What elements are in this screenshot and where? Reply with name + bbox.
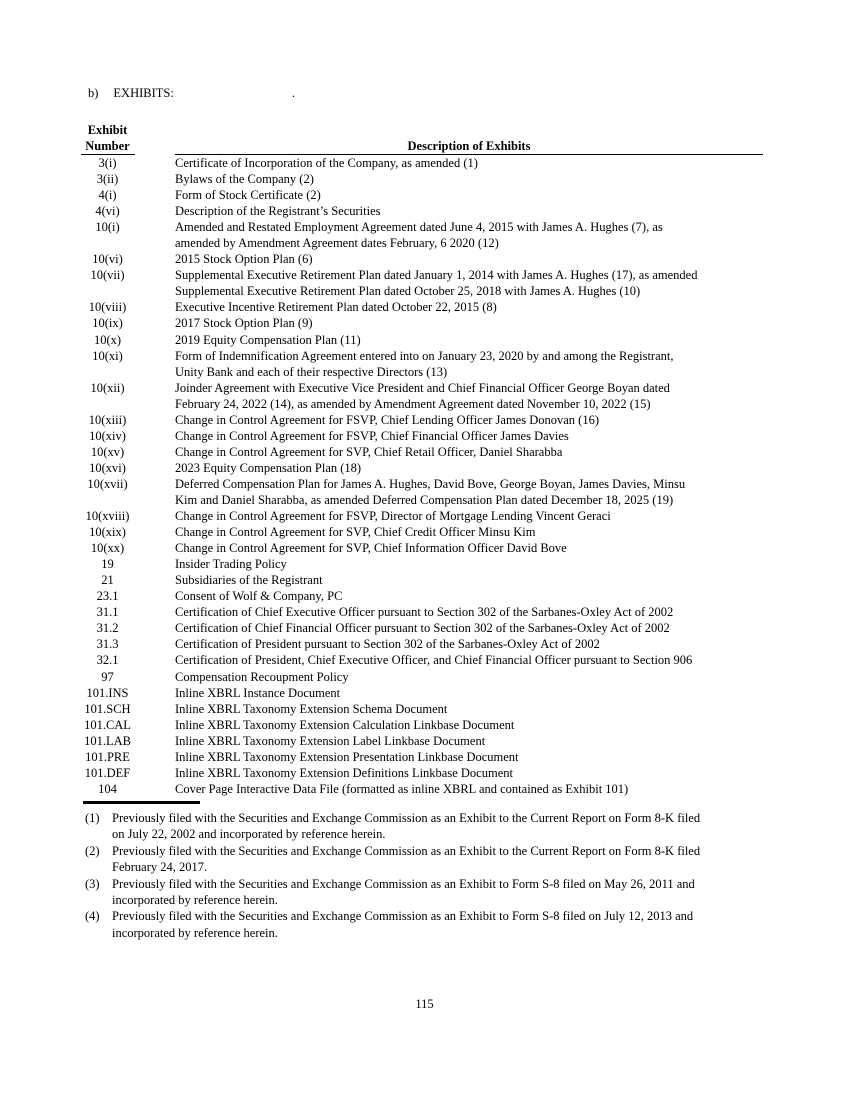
exhibit-description-line: Consent of Wolf & Company, PC <box>175 589 343 604</box>
exhibit-description-cell <box>175 332 763 348</box>
exhibit-number-cell: 32.1 <box>96 653 119 668</box>
table-row <box>60 348 763 380</box>
exhibit-number-cell: 101.SCH <box>84 701 131 716</box>
exhibit-description-line: Certification of Chief Financial Officer pursuant to Section 302 of the Sarbanes-Oxley Act of 2002 <box>175 621 670 636</box>
exhibit-description-line: Change in Control Agreement for FSVP, Chief Lending Officer James Donovan (16) <box>175 412 599 427</box>
exhibit-description-cell <box>175 155 763 171</box>
exhibit-description-line: Supplemental Executive Retirement Plan dated January 1, 2014 with James A. Hughes (17), as amended <box>175 268 698 283</box>
exhibit-number-cell: 101.PRE <box>85 749 130 764</box>
table-row <box>60 155 763 171</box>
table-row <box>60 315 763 331</box>
exhibit-description-line: 2017 Stock Option Plan (9) <box>175 316 313 331</box>
exhibit-description-cell <box>175 588 763 604</box>
exhibit-number-cell: 23.1 <box>96 589 119 604</box>
heading-title: EXHIBITS: <box>113 86 174 100</box>
exhibit-number-cell: 10(xv) <box>90 444 125 459</box>
footnote-marker: (2) <box>85 843 100 858</box>
footnote-text-line: incorporated by reference herein. <box>112 893 278 908</box>
exhibit-description-cell <box>175 460 763 476</box>
table-row <box>60 669 763 685</box>
footnote-text <box>112 876 777 909</box>
exhibit-description-cell <box>175 701 763 717</box>
footnote <box>85 908 777 941</box>
exhibit-description-line: Inline XBRL Instance Document <box>175 685 341 700</box>
footnote-marker: (4) <box>85 909 100 924</box>
exhibit-description-cell <box>175 412 763 428</box>
exhibit-description-cell <box>175 685 763 701</box>
exhibit-number-header-line1: Exhibit <box>87 123 128 137</box>
table-row <box>60 267 763 299</box>
exhibit-description-line: Change in Control Agreement for SVP, Chief Information Officer David Bove <box>175 541 567 556</box>
table-row <box>60 444 763 460</box>
exhibit-description-cell <box>175 267 763 299</box>
exhibit-description-line: 2015 Stock Option Plan (6) <box>175 252 313 267</box>
exhibit-description-line: Form of Indemnification Agreement entered into on January 23, 2020 by and among the Registrant, <box>175 348 674 363</box>
exhibit-number-cell: 10(ix) <box>92 316 123 331</box>
exhibit-description-line: Inline XBRL Taxonomy Extension Presentation Linkbase Document <box>175 749 519 764</box>
exhibit-description-cell <box>175 380 763 412</box>
exhibit-description-cell <box>175 765 763 781</box>
exhibit-description-cell <box>175 524 763 540</box>
table-row <box>60 765 763 781</box>
table-row <box>60 572 763 588</box>
footnote-text-line: Previously filed with the Securities and Exchange Commission as an Exhibit to Form S-8 filed on July 12, 2013 and <box>112 909 694 924</box>
exhibit-description-line: Change in Control Agreement for FSVP, Chief Financial Officer James Davies <box>175 428 569 443</box>
exhibit-number-cell: 10(x) <box>93 332 122 347</box>
exhibit-description-cell <box>175 508 763 524</box>
exhibit-number-cell: 10(xiv) <box>89 428 126 443</box>
table-row <box>60 476 763 508</box>
exhibit-number-cell: 10(xx) <box>90 541 125 556</box>
exhibit-number-header-line2: Number <box>81 138 135 155</box>
exhibit-number-cell: 10(xiii) <box>88 412 127 427</box>
exhibit-number-cell: 10(xix) <box>89 525 126 540</box>
table-row <box>60 701 763 717</box>
exhibit-description-line: Description of the Registrant’s Securities <box>175 204 381 219</box>
footnote-marker: (1) <box>85 811 100 825</box>
footnote-text <box>112 908 777 941</box>
footnote <box>85 843 777 876</box>
exhibit-description-cell <box>175 251 763 267</box>
table-row <box>60 524 763 540</box>
exhibit-description-line: Compensation Recoupment Policy <box>175 669 349 684</box>
exhibit-number-cell: 10(xi) <box>92 348 123 363</box>
exhibit-number-cell: 97 <box>101 669 114 684</box>
exhibit-number-cell: 101.INS <box>86 685 129 700</box>
heading-prefix: b) <box>88 86 99 100</box>
exhibit-description-line: Inline XBRL Taxonomy Extension Definitions Linkbase Document <box>175 765 513 780</box>
table-row <box>60 412 763 428</box>
exhibit-number-cell: 10(viii) <box>88 300 127 315</box>
exhibit-description-line: Bylaws of the Company (2) <box>175 172 314 187</box>
section-heading <box>88 86 295 101</box>
exhibit-description-line: Amended and Restated Employment Agreement dated June 4, 2015 with James A. Hughes (7), as <box>175 220 663 235</box>
footnote-text-line: February 24, 2017. <box>112 860 208 875</box>
description-column-header: Description of Exhibits <box>175 138 763 155</box>
exhibit-description-line: Inline XBRL Taxonomy Extension Label Linkbase Document <box>175 733 486 748</box>
exhibit-description-cell <box>175 733 763 749</box>
table-row <box>60 652 763 668</box>
footnote-text-line: Previously filed with the Securities and Exchange Commission as an Exhibit to the Current Report on Form 8-K filed <box>112 811 701 825</box>
exhibit-description-line: Joinder Agreement with Executive Vice President and Chief Financial Officer George Boyan dated <box>175 380 670 395</box>
table-row <box>60 620 763 636</box>
exhibit-description-line: 2019 Equity Compensation Plan (11) <box>175 332 361 347</box>
exhibit-description-cell <box>175 636 763 652</box>
table-row <box>60 332 763 348</box>
exhibit-description-cell <box>175 620 763 636</box>
exhibit-description-line: Deferred Compensation Plan for James A. Hughes, David Bove, George Boyan, James Davies, Minsu <box>175 476 686 491</box>
exhibit-description-cell <box>175 444 763 460</box>
table-row <box>60 749 763 765</box>
table-row <box>60 187 763 203</box>
exhibit-description-line: Kim and Daniel Sharabba, as amended Deferred Compensation Plan dated December 18, 2025 (19) <box>175 492 674 507</box>
table-row <box>60 380 763 412</box>
exhibit-number-cell: 19 <box>101 557 114 572</box>
exhibit-description-line: Supplemental Executive Retirement Plan dated October 25, 2018 with James A. Hughes (10) <box>175 284 641 299</box>
footnote-text-line: on July 22, 2002 and incorporated by reference herein. <box>112 827 386 842</box>
exhibit-description-line: amended by Amendment Agreement dates February, 6 2020 (12) <box>175 236 499 251</box>
exhibit-number-cell: 10(xii) <box>90 380 125 395</box>
exhibit-description-cell <box>175 652 763 668</box>
exhibit-description-cell <box>175 476 763 508</box>
table-row <box>60 733 763 749</box>
footnote-text-line: Previously filed with the Securities and Exchange Commission as an Exhibit to the Current Report on Form 8-K filed <box>112 843 701 858</box>
exhibit-description-line: Inline XBRL Taxonomy Extension Schema Document <box>175 701 448 716</box>
exhibit-number-cell: 31.1 <box>96 605 119 620</box>
exhibit-description-cell <box>175 203 763 219</box>
exhibit-number-cell: 101.CAL <box>84 717 131 732</box>
exhibit-description-cell <box>175 187 763 203</box>
table-row <box>60 460 763 476</box>
exhibit-description-cell <box>175 717 763 733</box>
exhibit-description-cell <box>175 572 763 588</box>
exhibit-description-line: 2023 Equity Compensation Plan (18) <box>175 460 362 475</box>
table-row <box>60 203 763 219</box>
exhibit-number-cell: 104 <box>98 781 117 796</box>
footnote-marker: (3) <box>85 876 100 891</box>
table-row <box>60 219 763 251</box>
exhibit-number-cell: 10(i) <box>95 220 120 235</box>
exhibit-description-cell <box>175 781 763 797</box>
exhibit-description-line: Change in Control Agreement for SVP, Chief Credit Officer Minsu Kim <box>175 525 536 540</box>
exhibit-number-cell: 10(vii) <box>90 268 125 283</box>
table-row <box>60 717 763 733</box>
exhibit-description-cell <box>175 348 763 380</box>
table-row <box>60 508 763 524</box>
exhibit-description-cell <box>175 171 763 187</box>
exhibit-number-cell: 4(vi) <box>95 204 120 219</box>
exhibit-description-cell <box>175 669 763 685</box>
page-number: 115 <box>415 997 434 1011</box>
exhibit-table-body <box>60 155 763 797</box>
table-row <box>60 540 763 556</box>
exhibit-number-cell: 10(xviii) <box>85 509 130 524</box>
table-row <box>60 781 763 797</box>
exhibit-description-line: Change in Control Agreement for SVP, Chief Retail Officer, Daniel Sharabba <box>175 444 563 459</box>
footnote-separator-rule <box>83 801 200 804</box>
exhibit-description-cell <box>175 604 763 620</box>
exhibit-description-line: Change in Control Agreement for FSVP, Director of Mortgage Lending Vincent Geraci <box>175 509 611 524</box>
exhibit-table-header <box>60 122 763 155</box>
footnote-text-line: Previously filed with the Securities and Exchange Commission as an Exhibit to Form S-8 filed on May 26, 2011 and <box>112 876 695 891</box>
exhibit-description-cell <box>175 556 763 572</box>
exhibit-description-line: Insider Trading Policy <box>175 557 287 572</box>
table-row <box>60 685 763 701</box>
exhibit-number-cell: 21 <box>101 573 114 588</box>
exhibit-description-line: Certification of President, Chief Executive Officer, and Chief Financial Officer pursuant to Section 906 <box>175 653 693 668</box>
exhibit-number-cell: 3(i) <box>98 156 117 170</box>
exhibit-description-line: Certification of President pursuant to Section 302 of the Sarbanes-Oxley Act of 2002 <box>175 637 600 652</box>
exhibit-description-line: Form of Stock Certificate (2) <box>175 188 321 203</box>
exhibit-description-line: February 24, 2022 (14), as amended by Amendment Agreement dated November 10, 2022 (15) <box>175 396 651 411</box>
exhibit-number-cell: 10(xvii) <box>87 476 128 491</box>
footnote-text <box>112 843 777 876</box>
exhibit-number-cell: 101.LAB <box>84 733 131 748</box>
exhibit-description-cell <box>175 315 763 331</box>
exhibit-description-cell <box>175 749 763 765</box>
table-row <box>60 299 763 315</box>
table-row <box>60 171 763 187</box>
table-row <box>60 251 763 267</box>
table-row <box>60 604 763 620</box>
exhibit-number-cell: 101.DEF <box>84 765 131 780</box>
exhibit-number-cell: 3(ii) <box>96 172 119 187</box>
exhibit-number-cell: 31.2 <box>96 621 119 636</box>
exhibit-description-cell <box>175 540 763 556</box>
footnote-text-line: incorporated by reference herein. <box>112 925 278 940</box>
footnote-text <box>112 810 777 843</box>
exhibit-description-line: Executive Incentive Retirement Plan dated October 22, 2015 (8) <box>175 300 497 315</box>
exhibit-number-cell: 4(i) <box>98 188 117 203</box>
table-row <box>60 588 763 604</box>
exhibit-table <box>60 122 763 797</box>
exhibit-description-line: Cover Page Interactive Data File (formatted as inline XBRL and contained as Exhibit 101) <box>175 781 629 796</box>
footnote <box>85 876 777 909</box>
footnotes-section <box>85 810 777 941</box>
exhibit-description-cell <box>175 428 763 444</box>
exhibit-description-cell <box>175 299 763 315</box>
exhibit-number-cell: 10(vi) <box>92 252 123 267</box>
exhibit-number-column-header <box>60 122 155 155</box>
exhibit-number-cell: 31.3 <box>96 637 119 652</box>
exhibit-description-cell <box>175 219 763 251</box>
exhibit-description-line: Inline XBRL Taxonomy Extension Calculation Linkbase Document <box>175 717 515 732</box>
exhibit-description-line: Certification of Chief Executive Officer pursuant to Section 302 of the Sarbanes-Oxley Act of 2002 <box>175 605 674 620</box>
table-row <box>60 428 763 444</box>
table-row <box>60 556 763 572</box>
stray-period: . <box>291 86 295 100</box>
exhibit-description-line: Certificate of Incorporation of the Company, as amended (1) <box>175 156 478 170</box>
exhibit-number-cell: 10(xvi) <box>89 460 126 475</box>
exhibit-description-line: Unity Bank and each of their respective Directors (13) <box>175 364 448 379</box>
table-row <box>60 636 763 652</box>
footnote <box>85 810 777 843</box>
exhibit-description-line: Subsidiaries of the Registrant <box>175 573 323 588</box>
